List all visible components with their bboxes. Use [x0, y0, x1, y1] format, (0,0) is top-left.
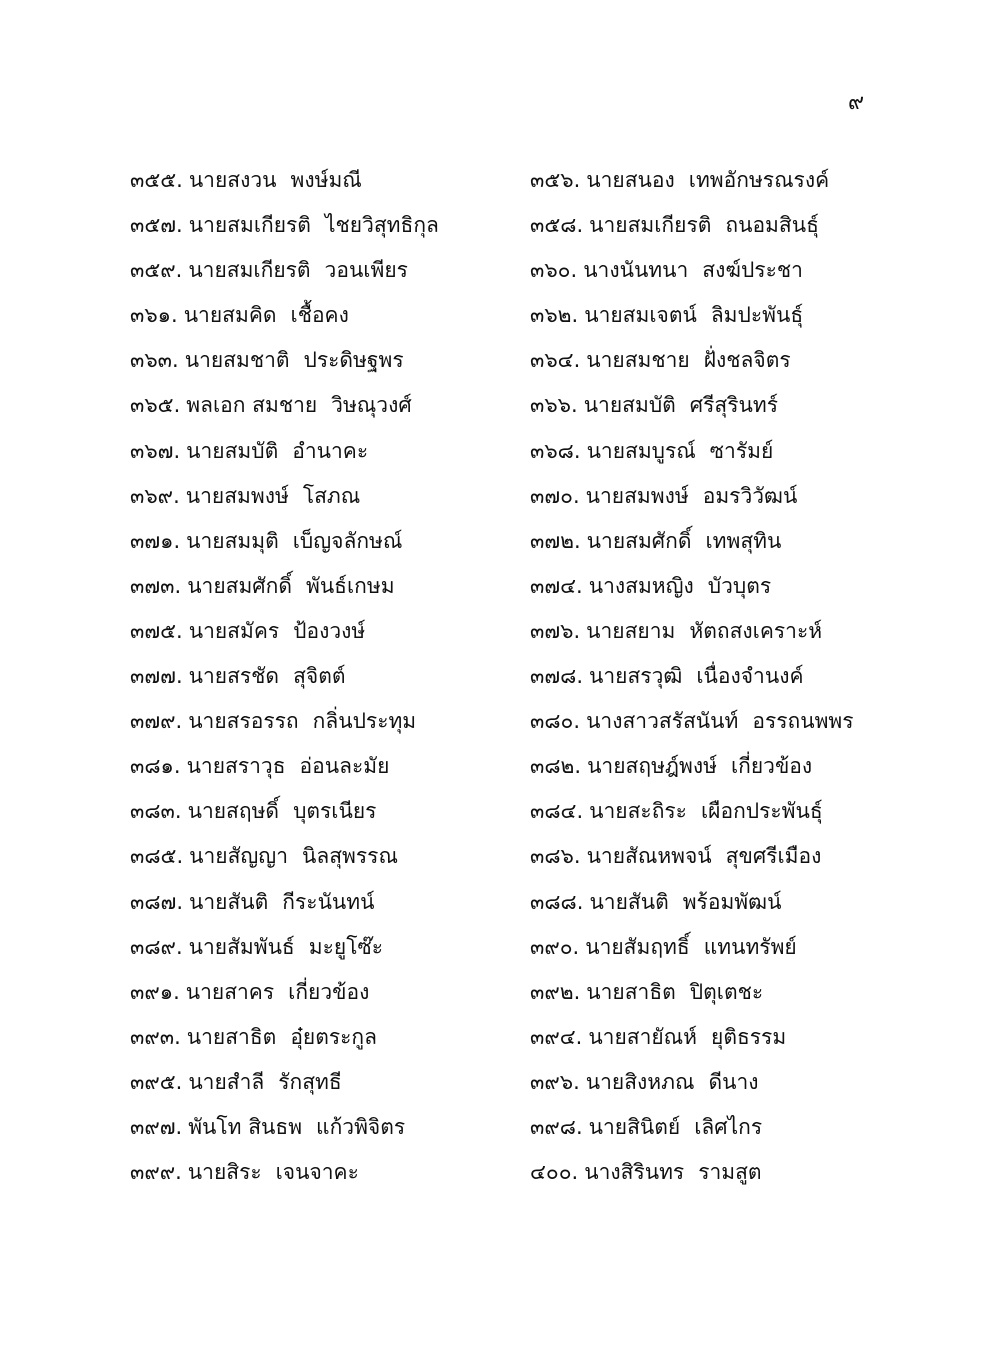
entry-number: ๓๗๘. [530, 664, 584, 689]
entry-given-name: นางสิรินทร [584, 1160, 685, 1185]
entry-number: ๓๖๒. [530, 303, 579, 328]
entry-given-name: นายสมพงษ์ [185, 483, 289, 508]
list-item [530, 523, 910, 568]
entry-given-name: นายสัมพันธ์ [188, 934, 295, 959]
list-item [530, 342, 910, 387]
entry-given-name: นายสมศักดิ์ [187, 573, 292, 598]
entry-surname: ปิตุเตชะ [689, 979, 764, 1004]
entry-surname: บัวบุตร [707, 573, 772, 598]
entry-given-name: นายสมบูรณ์ [586, 438, 696, 463]
entry-surname: แก้วพิจิตร [316, 1114, 406, 1139]
entry-surname: ศรีสุรินทร์ [689, 393, 778, 418]
list-item [530, 793, 910, 838]
entry-surname: อำนาคะ [292, 438, 369, 463]
entry-number: ๓๕๕. [130, 168, 183, 192]
entry-surname: พงษ์มณี [290, 168, 362, 192]
entry-given-name: นายสาธิต [586, 979, 676, 1004]
entry-surname: พันธ์เกษม [305, 573, 395, 598]
list-item [530, 838, 910, 883]
entry-surname: วอนเพียร [324, 258, 408, 283]
entry-given-name: นายสมเกียรติ [589, 213, 712, 238]
entry-surname: เลิศไกร [694, 1114, 763, 1139]
entry-given-name: นายสาธิต [186, 1024, 277, 1049]
entry-given-name: นายสมคิด [183, 303, 277, 328]
entry-surname: สงฆ์ประชา [702, 258, 803, 283]
entry-surname: ถนอมสินธุ์ [725, 213, 819, 238]
entry-surname: เผือกประพันธุ์ [700, 799, 823, 824]
list-item [530, 1154, 910, 1199]
entry-number: ๓๖๕. [130, 393, 181, 418]
entry-number: ๓๕๗. [130, 213, 183, 238]
page-number: ๙ [848, 90, 865, 115]
entry-number: ๓๘๑. [130, 754, 181, 779]
entry-number: ๓๙๘. [530, 1114, 583, 1139]
list-item [130, 838, 530, 883]
list-item [130, 207, 530, 252]
list-item [130, 1154, 530, 1199]
entry-given-name: นายสาคร [185, 979, 275, 1004]
entry-surname: กีระนันทน์ [282, 889, 375, 914]
entry-surname: โสภณ [302, 483, 361, 508]
entry-surname: ประดิษฐพร [303, 348, 404, 373]
entry-number: ๓๘๒. [530, 754, 582, 779]
entry-number: ๓๗๓. [130, 573, 182, 598]
entry-given-name: นายสำลี [188, 1069, 265, 1094]
entry-given-name: นายสันติ [189, 889, 269, 914]
list-item [130, 523, 530, 568]
entry-given-name: นายสินิตย์ [588, 1114, 681, 1139]
list-item [130, 884, 530, 929]
entry-surname: อมรวิวัฒน์ [702, 483, 798, 508]
entry-surname: อุ๋ยตระกูล [290, 1024, 378, 1049]
entry-given-name: นางนันทนา [583, 258, 689, 283]
entry-surname: หัตถสงเคราะห์ [689, 618, 823, 643]
list-item [130, 929, 530, 974]
entry-surname: ลิมปะพันธุ์ [710, 303, 804, 328]
entry-surname: แทนทรัพย์ [703, 934, 797, 959]
list-item [130, 1019, 530, 1064]
entry-given-name: นายสมเจตน์ [584, 303, 697, 328]
entry-number: ๓๘๗. [130, 889, 184, 914]
entry-number: ๓๗๐. [530, 483, 580, 508]
entry-number: ๓๕๖. [530, 168, 581, 192]
entry-number: ๓๘๙. [130, 934, 183, 959]
list-item [530, 568, 910, 613]
entry-number: ๓๙๓. [130, 1024, 181, 1049]
list-item [530, 297, 910, 342]
entry-number: ๓๕๙. [130, 258, 183, 283]
entry-given-name: นายสฤษดิ์ [187, 799, 280, 824]
list-item [130, 1064, 530, 1109]
entry-number: ๓๗๑. [130, 528, 181, 553]
list-item [530, 613, 910, 658]
entry-surname: นิลสุพรรณ [302, 844, 398, 869]
entry-surname: พร้อมพัฒน์ [682, 889, 782, 914]
entry-given-name: นายสมมุติ [186, 528, 279, 553]
list-item [530, 658, 910, 703]
entry-number: ๓๘๘. [530, 889, 584, 914]
entry-number: ๓๕๘. [530, 213, 584, 238]
entry-number: ๓๘๖. [530, 844, 581, 869]
entry-surname: สุจิตต์ [293, 664, 346, 689]
entry-surname: เนื่องจำนงค์ [696, 664, 804, 689]
entry-given-name: นายสันติ [589, 889, 669, 914]
entry-given-name: นายสยาม [586, 618, 676, 643]
entry-surname: ซารัมย์ [709, 438, 774, 463]
list-item [130, 793, 530, 838]
entry-number: ๓๙๙. [130, 1160, 182, 1185]
entry-surname: ยุติธรรม [711, 1024, 787, 1049]
entry-number: ๓๖๑. [130, 303, 178, 328]
entry-given-name: นายสัมฤทธิ์ [585, 934, 690, 959]
list-item [130, 433, 530, 478]
list-item [130, 297, 530, 342]
entry-given-name: นางสาวสรัสนันท์ [586, 709, 739, 734]
entry-number: ๓๙๕. [130, 1069, 183, 1094]
entry-given-name: นายสมชาติ [184, 348, 290, 373]
list-item [130, 1109, 530, 1154]
list-item [130, 974, 530, 1019]
entry-given-name: นายสายัณห์ [588, 1024, 698, 1049]
entry-surname: รักสุทธี [278, 1069, 342, 1094]
entry-surname: เบ็ญจลักษณ์ [292, 528, 403, 553]
entry-surname: สุขศรีเมือง [725, 844, 822, 869]
entry-number: ๓๗๖. [530, 618, 581, 643]
entry-number: ๓๗๙. [130, 709, 183, 734]
entry-surname: อ่อนละมัย [299, 754, 390, 779]
entry-surname: รามสูต [698, 1160, 762, 1185]
entry-number: ๓๖๐. [530, 258, 578, 283]
entry-number: ๓๖๔. [530, 348, 581, 373]
list-item [130, 748, 530, 793]
list-item [530, 207, 910, 252]
list-item [530, 703, 910, 748]
entry-given-name: นายสัญญา [189, 844, 288, 869]
entry-given-name: นายสมัคร [188, 618, 280, 643]
entry-number: ๓๘๕. [130, 844, 184, 869]
entry-surname: เทพสุทิน [705, 528, 782, 553]
entry-number: ๓๙๖. [530, 1069, 580, 1094]
entry-given-name: นายสัณหพจน์ [586, 844, 712, 869]
entry-given-name: นายสมเกียรติ [188, 213, 311, 238]
list-item [530, 1019, 910, 1064]
entry-given-name: นายสรอรรถ [188, 709, 299, 734]
name-list [130, 162, 910, 1199]
entry-given-name: นายสมชาย [586, 348, 690, 373]
entry-number: ๓๖๘. [530, 438, 581, 463]
entry-surname: ไชยวิสุทธิกุล [324, 213, 439, 238]
entry-given-name: นายสรชัด [188, 664, 280, 689]
list-item [530, 974, 910, 1019]
entry-surname: มะยูโซ๊ะ [308, 934, 384, 959]
entry-number: ๓๗๗. [130, 664, 183, 689]
entry-number: ๓๗๒. [530, 528, 581, 553]
entry-number: ๓๗๔. [530, 573, 583, 598]
list-item [530, 929, 910, 974]
entry-surname: เกี่ยวข้อง [288, 979, 370, 1004]
entry-number: ๓๙๒. [530, 979, 581, 1004]
entry-given-name: นายสมเกียรติ [188, 258, 311, 283]
entry-given-name: นายสมศักดิ์ [586, 528, 692, 553]
list-item [530, 748, 910, 793]
entry-surname: เจนจาคะ [275, 1160, 359, 1185]
entry-number: ๓๘๔. [530, 799, 584, 824]
entry-given-name: นายสะถิระ [589, 799, 687, 824]
entry-given-name: นายสงวน [188, 168, 277, 192]
entry-number: ๓๙๗. [130, 1114, 183, 1139]
list-item [530, 387, 910, 432]
entry-surname: วิษณุวงศ์ [331, 393, 412, 418]
entry-given-name: นายสฤษฎ์พงษ์ [587, 754, 717, 779]
list-item [130, 342, 530, 387]
entry-number: ๓๘๐. [530, 709, 581, 734]
entry-given-name: นายสมบัติ [186, 438, 279, 463]
entry-number: ๓๙๔. [530, 1024, 583, 1049]
entry-number: ๓๖๗. [130, 438, 181, 463]
entry-number: ๓๖๖. [530, 393, 578, 418]
entry-surname: กลิ่นประทุม [312, 709, 417, 734]
list-item [130, 387, 530, 432]
entry-number: ๓๙๑. [130, 979, 180, 1004]
entry-surname: อรรถนพพร [752, 709, 854, 734]
entry-given-name: นายสิงหภณ [585, 1069, 695, 1094]
entry-number: ๓๗๕. [130, 618, 183, 643]
entry-number: ๓๖๙. [130, 483, 180, 508]
entry-given-name: นายสรวุฒิ [589, 664, 683, 689]
entry-surname: เทพอักษรณรงค์ [688, 168, 830, 192]
entry-given-name: นางสมหญิง [588, 573, 694, 598]
list-item [130, 568, 530, 613]
entry-number: ๓๙๐. [530, 934, 580, 959]
list-item [530, 884, 910, 929]
entry-given-name: นายสมพงษ์ [585, 483, 689, 508]
list-item [530, 162, 910, 207]
entry-given-name: นายสมบัติ [583, 393, 676, 418]
entry-surname: ดีนาง [708, 1069, 759, 1094]
list-item [530, 433, 910, 478]
entry-surname: บุตรเนียร [293, 799, 377, 824]
entry-given-name: พลเอก สมชาย [186, 393, 318, 418]
list-item [130, 478, 530, 523]
entry-surname: ฝั่งชลจิตร [703, 348, 791, 373]
entry-given-name: นายสิระ [187, 1160, 262, 1185]
list-item [530, 1109, 910, 1154]
entry-surname: ป้องวงษ์ [293, 618, 366, 643]
entry-given-name: นายสนอง [586, 168, 675, 192]
entry-given-name: พันโท สินธพ [188, 1114, 303, 1139]
entry-surname: เกี่ยวข้อง [730, 754, 813, 779]
entry-number: ๓๘๓. [130, 799, 182, 824]
list-item [530, 478, 910, 523]
list-item [130, 658, 530, 703]
list-item [530, 252, 910, 297]
list-item [130, 703, 530, 748]
entry-surname: เชื้อคง [290, 303, 349, 328]
list-item [130, 162, 530, 207]
list-item [530, 1064, 910, 1109]
list-item [130, 252, 530, 297]
entry-number: ๔๐๐. [530, 1160, 579, 1185]
entry-given-name: นายสราวุธ [186, 754, 286, 779]
list-item [130, 613, 530, 658]
entry-number: ๓๖๓. [130, 348, 179, 373]
